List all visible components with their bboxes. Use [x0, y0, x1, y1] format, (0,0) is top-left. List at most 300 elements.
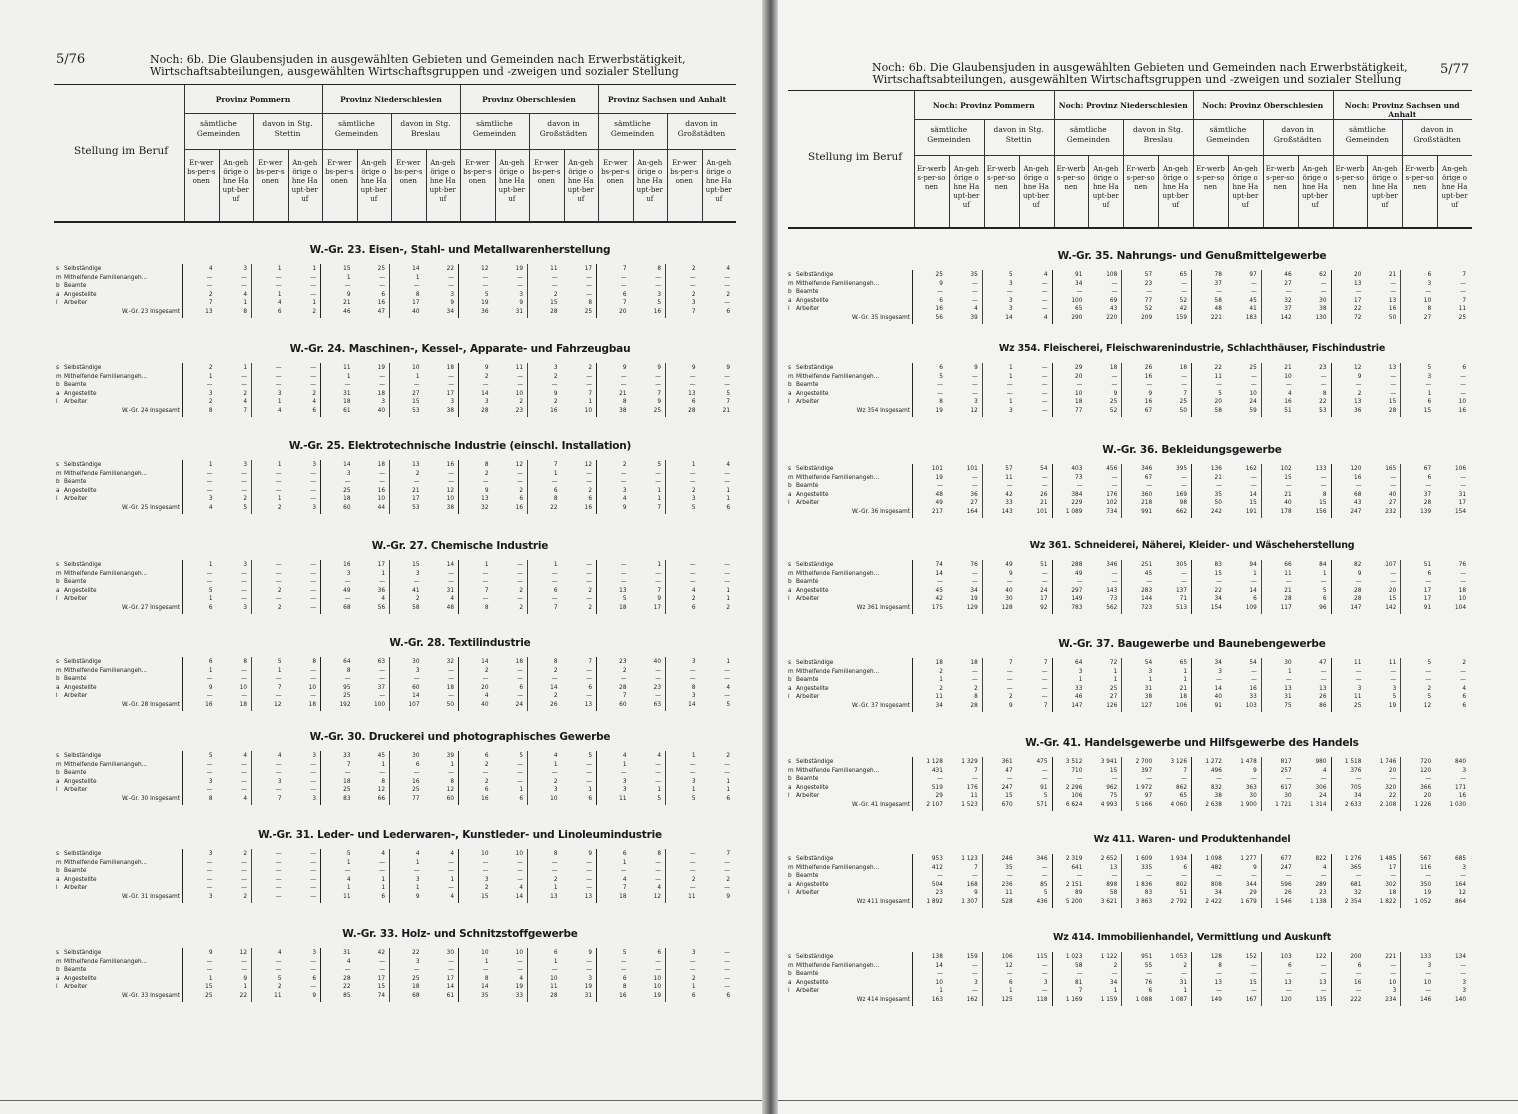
cell-value: — [241, 674, 247, 683]
cell-value: 25 [584, 307, 592, 315]
cell-value: — [448, 965, 454, 974]
cell-value: 802 [1176, 879, 1187, 888]
cell-value: 397 [1141, 765, 1153, 774]
cell-value: 5 [1322, 585, 1327, 594]
cell-value: — [275, 363, 282, 371]
subgroup-bar [982, 464, 983, 518]
cell-value: 3 [1078, 666, 1083, 675]
province-name: Provinz Pommern [215, 95, 291, 104]
cell-value: 2 [312, 388, 316, 397]
cell-value: 16 [653, 307, 661, 315]
subgroup-bar [1121, 363, 1122, 417]
cell-value: 3 [1392, 986, 1397, 995]
cell-value: — [655, 691, 661, 700]
cell-value: 11 [1284, 568, 1292, 577]
cell-value: — [275, 568, 282, 577]
cell-value: 2 [1357, 388, 1362, 397]
cell-value: 3 [1008, 406, 1013, 414]
subgroup-label: davon in Stg. Breslau [400, 119, 451, 138]
subgroup-bar [527, 560, 528, 614]
cell-value: — [379, 674, 385, 683]
cell-value: 1 721 [1275, 800, 1292, 808]
cell-value: 1 307 [961, 897, 978, 905]
cell-value: 5 [1392, 692, 1397, 701]
cell-value: — [206, 956, 213, 965]
cell-value: 47 [1005, 765, 1013, 774]
row-label: Beamte [796, 287, 819, 296]
row-label: Mithelfende Familienangeh... [796, 371, 880, 380]
cell-value: 5 [519, 751, 523, 759]
cell-value: 1 [553, 956, 558, 965]
cell-value: 3 [381, 397, 385, 406]
cell-value: 1 [415, 883, 420, 892]
cell-value: 54 [1144, 658, 1153, 666]
cell-value: 862 [1176, 782, 1187, 791]
cell-value: — [1425, 675, 1432, 684]
cell-value: 4 [622, 874, 627, 883]
cell-value: 7 [1078, 986, 1083, 995]
cell-value: 20 [481, 682, 489, 691]
cell-value: — [1041, 577, 1048, 586]
cell-value: — [1006, 666, 1013, 675]
section-8 [772, 932, 1518, 1022]
cell-value: 1 836 [1135, 879, 1153, 888]
cell-value: 120 [1280, 995, 1292, 1003]
cell-value: 412 [931, 862, 943, 871]
cell-value: — [275, 857, 282, 866]
cell-value: 11 [1458, 304, 1466, 313]
row-label: Selbständige [64, 560, 102, 568]
province-bar [1331, 363, 1332, 417]
cell-value: 832 [1210, 782, 1222, 791]
row-stub-bar [912, 952, 913, 1006]
province-bar [458, 751, 459, 805]
cell-value: — [689, 468, 696, 477]
cell-value: — [310, 776, 316, 785]
cell-value: 53 [412, 406, 420, 414]
cell-value: — [586, 577, 592, 586]
cell-value: 7 [1183, 765, 1187, 774]
cell-value: — [724, 982, 730, 991]
cell-value: — [971, 666, 978, 675]
row-label: Arbeiter [796, 397, 820, 406]
cell-value: 4 [277, 406, 282, 414]
cell-value: 60 [619, 700, 627, 708]
cell-value: 6 [1287, 960, 1292, 969]
province-bar [458, 460, 459, 514]
cell-value: — [1390, 666, 1397, 675]
cell-value: 15 [1214, 568, 1222, 577]
cell-value: — [482, 568, 489, 577]
cell-value: — [1006, 675, 1013, 684]
cell-value: 2 [208, 397, 213, 406]
cell-value: 27 [1284, 278, 1292, 287]
total-label: W.-Gr. 35 Insgesamt [851, 313, 910, 321]
cell-value: 19 [935, 406, 943, 414]
subgroup-bar [665, 948, 666, 1002]
subgroup-label: sämtliche Gemeinden [472, 119, 517, 138]
row-letter: b [56, 768, 60, 777]
page-bottom-rule [0, 1100, 768, 1101]
cell-value: 898 [1106, 879, 1118, 888]
cell-value: — [1111, 278, 1118, 287]
cell-value: 4 [450, 594, 454, 603]
subgroup-bar [1400, 658, 1401, 712]
cell-value: 2 [243, 892, 247, 900]
cell-value: 1 329 [961, 757, 978, 765]
cell-value: 6 [588, 794, 592, 802]
cell-value: 8 [208, 406, 213, 414]
cell-value: — [206, 477, 213, 486]
cell-value: 22 [412, 948, 420, 956]
cell-value: 1 [553, 560, 558, 568]
cell-value: 45 [1144, 568, 1153, 577]
total-label: W.-Gr. 24 Insgesamt [121, 406, 180, 414]
cell-value: 13 [584, 700, 592, 708]
cell-value: 4 [1322, 862, 1327, 871]
cell-value: — [448, 857, 454, 866]
cell-value: 8 [243, 307, 247, 315]
cell-value: — [620, 768, 627, 777]
cell-value: — [1285, 969, 1292, 978]
cell-value: — [413, 577, 420, 586]
cell-value: 149 [1071, 594, 1083, 603]
cell-value: 3 [1462, 765, 1466, 774]
row-letter: s [56, 657, 59, 665]
cell-value: — [1250, 371, 1257, 380]
cell-value: — [551, 477, 558, 486]
cell-value: 8 [484, 973, 489, 982]
row-label: Angestellte [64, 585, 97, 594]
cell-value: 3 [1043, 977, 1048, 986]
cell-value: 2 319 [1065, 854, 1083, 862]
cell-value: — [379, 956, 385, 965]
cell-value: 3 [1427, 960, 1432, 969]
cell-value: 10 [935, 977, 943, 986]
cell-value: 30 [1005, 594, 1013, 603]
cell-value: 32 [481, 503, 489, 511]
section-title: Wz 414. Immobilienhandel, Vermittlung und Auskunft [1052, 932, 1332, 943]
section-5 [0, 637, 768, 727]
cell-value: — [1146, 287, 1153, 296]
cell-value: — [517, 272, 523, 281]
cell-value: — [482, 272, 489, 281]
page-bottom-rule [772, 1100, 1518, 1101]
cell-value: 11 [550, 982, 558, 991]
row-stub-bar [182, 657, 183, 711]
province-bar [1191, 854, 1192, 908]
cell-value: 1 [726, 776, 730, 785]
column-erwerbspersonen: Er-werbs-per-sonen [670, 159, 699, 185]
cell-value: — [379, 768, 385, 777]
cell-value: 22 [343, 982, 351, 991]
cell-value: 19 [1388, 701, 1397, 709]
cell-value: — [1006, 774, 1013, 783]
cell-value: 8 [312, 657, 316, 665]
cell-value: 361 [1001, 757, 1013, 765]
cell-value: — [275, 866, 282, 875]
cell-value: 85 [343, 991, 351, 999]
total-row [56, 307, 736, 316]
cell-value: 10 [1075, 388, 1083, 397]
table-title-line-2: Wirtschaftsabteilungen, ausgewählten Wirtschaftsgruppen und -zweigen und sozialer Stellung [872, 73, 1402, 86]
cell-value: 147 [1350, 603, 1362, 611]
row-letter: m [56, 468, 62, 477]
cell-value: 6 [691, 397, 696, 406]
cell-value: 142 [1385, 603, 1397, 611]
cell-value: 13 [481, 494, 489, 503]
cell-value: 1 934 [1170, 854, 1187, 862]
cell-value: 3 [277, 388, 282, 397]
cell-value: — [1285, 871, 1292, 880]
row-letter: m [788, 765, 794, 774]
province-bar [320, 560, 321, 614]
book-gutter [762, 0, 778, 1114]
cell-value: 106 [1176, 701, 1187, 709]
cell-value: — [586, 594, 592, 603]
cell-value: 10 [412, 363, 420, 371]
cell-value: — [448, 281, 454, 290]
cell-value: 1 [346, 883, 351, 892]
cell-value: 58 [412, 603, 420, 611]
cell-value: — [482, 857, 489, 866]
cell-value: — [724, 371, 730, 380]
cell-value: 1 277 [1240, 854, 1257, 862]
province-bar [458, 264, 459, 318]
cell-value: — [275, 759, 282, 768]
cell-value: — [1320, 675, 1327, 684]
cell-value: 6 [1253, 594, 1257, 603]
cell-value: 2 [622, 665, 627, 674]
cell-value: — [517, 577, 523, 586]
cell-value: — [206, 759, 213, 768]
cell-value: 1 [381, 874, 385, 883]
province-bar [1052, 464, 1053, 518]
row-label: Mithelfende Familienangeh... [796, 278, 880, 287]
cell-value: 21 [1179, 683, 1187, 692]
cell-value: 1 [415, 272, 420, 281]
cell-value: 34 [1214, 658, 1222, 666]
province-bar [1331, 952, 1332, 1006]
cell-value: 3 [1462, 986, 1466, 995]
row-label: Selbständige [64, 751, 102, 759]
cell-value: 51 [1179, 888, 1187, 897]
cell-value: — [1076, 481, 1083, 490]
row-letter: l [56, 982, 58, 991]
cell-value: 431 [931, 765, 943, 774]
cell-value: 19 [653, 991, 661, 999]
cell-value: 9 [553, 388, 558, 397]
cell-value: 3 [277, 776, 282, 785]
cell-value: 1 [208, 973, 213, 982]
cell-value: — [1006, 969, 1013, 978]
cell-value: 42 [935, 594, 943, 603]
cell-value: 29 [935, 791, 943, 800]
cell-value: 84 [1319, 560, 1327, 568]
cell-value: — [482, 577, 489, 586]
cell-value: — [971, 960, 978, 969]
cell-value: — [241, 857, 247, 866]
cell-value: — [482, 281, 489, 290]
cell-value: 677 [1280, 854, 1292, 862]
cell-value: 335 [1141, 862, 1153, 871]
cell-value: 3 [208, 388, 213, 397]
province-bar [1331, 464, 1332, 518]
row-letter: l [788, 397, 790, 406]
cell-value: — [1181, 472, 1187, 481]
cell-value: — [1041, 871, 1048, 880]
cell-value: 108 [1106, 270, 1118, 278]
cell-value: 77 [1144, 295, 1153, 304]
cell-value: 27 [1388, 498, 1397, 507]
cell-value: 3 [553, 363, 558, 371]
cell-value: 10 [1458, 594, 1466, 603]
total-label: W.-Gr. 27 Insgesamt [121, 603, 180, 611]
cell-value: 134 [1455, 952, 1466, 960]
cell-value: 2 633 [1344, 800, 1362, 808]
row-label: Beamte [64, 674, 87, 683]
row-letter: a [788, 489, 792, 498]
cell-value: 22 [446, 264, 454, 272]
cell-value: 7 [208, 298, 213, 307]
row-letter: s [56, 751, 59, 759]
cell-value: 17 [653, 603, 661, 611]
column-angehoerige: An-gehörige ohne Haupt-beruf [1022, 165, 1050, 209]
row-label: Arbeiter [64, 494, 88, 503]
row-label: Arbeiter [64, 397, 88, 406]
cell-value: 1 314 [1310, 800, 1327, 808]
row-label: Arbeiter [64, 883, 88, 892]
cell-value: 30 [1319, 295, 1327, 304]
cell-value: 12 [1005, 960, 1013, 969]
cell-value: — [448, 768, 454, 777]
row-label: Beamte [796, 969, 819, 978]
cell-value: 9 [657, 397, 661, 406]
cell-value: 10 [515, 948, 523, 956]
cell-value: — [275, 965, 282, 974]
cell-value: 4 [519, 973, 523, 982]
cell-value: 6 [1183, 862, 1187, 871]
cell-value: — [1355, 871, 1362, 880]
cell-value: — [971, 969, 978, 978]
cell-value: 222 [1350, 995, 1362, 1003]
header-rule-1 [184, 113, 736, 114]
cell-value: — [724, 272, 730, 281]
cell-value: — [1460, 568, 1466, 577]
cell-value: — [1041, 481, 1048, 490]
cell-value: 1 [1183, 675, 1187, 684]
cell-value: 6 [1427, 568, 1432, 577]
cell-value: — [379, 380, 385, 389]
section-4 [772, 540, 1518, 630]
cell-value: 2 [1462, 658, 1466, 666]
row-letter: m [788, 568, 794, 577]
cell-value: — [517, 594, 523, 603]
cell-value: 14 [412, 691, 420, 700]
cell-value: — [517, 768, 523, 777]
cell-value: 72 [1109, 658, 1118, 666]
cell-value: 14 [550, 682, 558, 691]
cell-value: — [1041, 380, 1048, 389]
province-bar [1191, 363, 1192, 417]
cell-value: — [275, 560, 282, 568]
cell-value: 21 [1214, 472, 1222, 481]
cell-value: — [1460, 666, 1466, 675]
row-label: Selbständige [796, 270, 834, 278]
cell-value: — [586, 289, 592, 298]
cell-value: — [1250, 960, 1257, 969]
cell-value: — [1390, 481, 1397, 490]
cell-value: 5 166 [1135, 800, 1153, 808]
cell-value: 1 [726, 485, 730, 494]
cell-value: 15 [1423, 406, 1432, 414]
cell-value: 596 [1280, 879, 1292, 888]
cell-value: — [413, 674, 420, 683]
cell-value: — [344, 380, 351, 389]
cell-value: 13 [584, 892, 592, 900]
cell-value: 96 [1319, 603, 1327, 611]
cell-value: 3 [1008, 304, 1013, 313]
row-letter: s [56, 948, 59, 956]
cell-value: 1 [1008, 363, 1013, 371]
row-stub-bar [182, 363, 183, 417]
subgroup-bar [1261, 757, 1262, 811]
cell-value: 152 [1245, 952, 1257, 960]
cell-value: — [482, 380, 489, 389]
cell-value: 720 [1420, 757, 1432, 765]
header-rule-2 [914, 155, 1472, 156]
cell-value: 1 546 [1275, 897, 1292, 905]
cell-value: 5 [346, 849, 351, 857]
cell-value: 4 [277, 298, 282, 307]
province-bar [1331, 854, 1332, 908]
cell-value: 6 [588, 682, 592, 691]
cell-value: 5 [726, 388, 730, 397]
cell-value: — [1076, 287, 1083, 296]
row-label: Mithelfende Familienangeh... [796, 960, 880, 969]
cell-value: — [689, 883, 696, 892]
cell-value: 26 [1284, 888, 1292, 897]
cell-value: 14 [1214, 683, 1222, 692]
cell-value: 513 [1176, 603, 1187, 611]
cell-value: 247 [1350, 507, 1362, 515]
section-title: W.-Gr. 33. Holz- und Schnitzstoffgewerbe [342, 928, 578, 940]
cell-value: 33 [515, 991, 523, 999]
cell-value: 20 [1354, 270, 1362, 278]
cell-value: 365 [1350, 862, 1362, 871]
cell-value: 30 [412, 657, 420, 665]
row-letter: b [56, 380, 60, 389]
cell-value: 2 [691, 289, 696, 298]
row-letter: l [788, 791, 790, 800]
cell-value: 11 [550, 264, 558, 272]
row-label: Mithelfende Familienangeh... [796, 472, 880, 481]
cell-value: 4 [657, 883, 661, 892]
cell-value: 681 [1350, 879, 1362, 888]
cell-value: 10 [1388, 977, 1397, 986]
cell-value: — [517, 380, 523, 389]
subgroup-label: sämtliche Gemeinden [1066, 125, 1111, 144]
cell-value: 220 [1106, 313, 1118, 321]
row-letter: s [788, 560, 791, 568]
cell-value: 23 [1319, 888, 1327, 897]
cell-value: 2 [1427, 683, 1432, 692]
cell-value: 1 [1008, 397, 1013, 406]
cell-value: 8 [1322, 388, 1327, 397]
province-divider [460, 85, 461, 221]
cell-value: 366 [1420, 782, 1432, 791]
cell-value: — [1460, 481, 1466, 490]
